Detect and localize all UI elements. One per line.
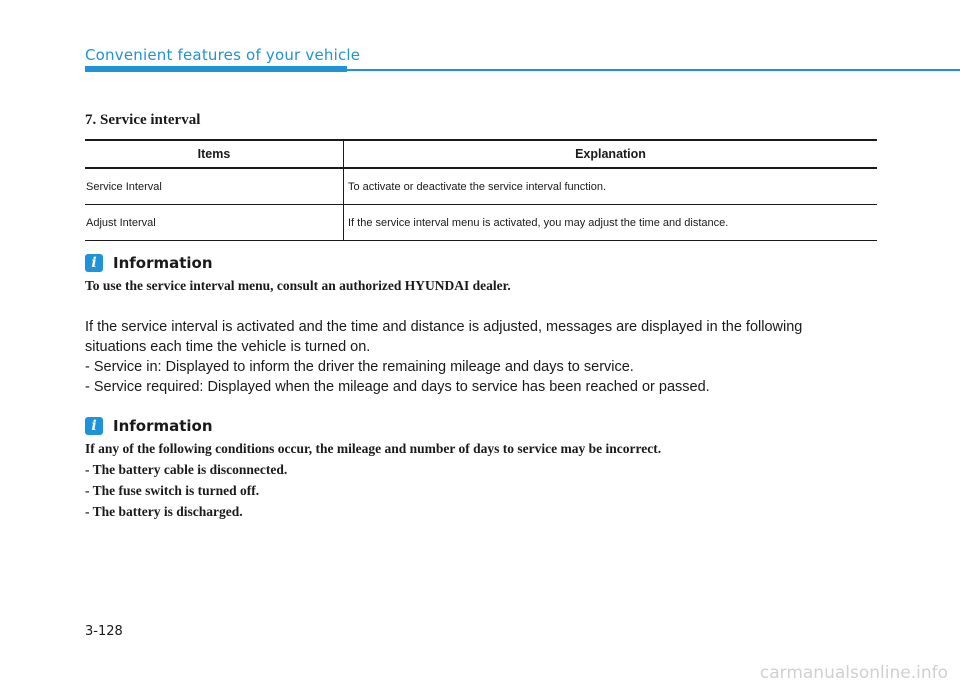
section-title: 7. Service interval [85, 112, 201, 128]
table-cell-explanation: To activate or deactivate the service interval function. [344, 168, 878, 205]
information-line: - The fuse switch is turned off. [85, 483, 260, 498]
section-header-title: Convenient features of your vehicle [85, 46, 361, 64]
body-line: - Service required: Displayed when the mileage and days to service has been reached or passed. [85, 379, 710, 395]
header-rule [347, 69, 960, 71]
table-cell-item: Adjust Interval [85, 205, 344, 241]
column-header-explanation: Explanation [344, 140, 878, 168]
info-icon: i [85, 254, 103, 272]
body-line: situations each time the vehicle is turned on. [85, 339, 371, 355]
header-accent-bar [85, 66, 347, 72]
information-label: Information [113, 254, 213, 272]
body-line: - Service in: Displayed to inform the driver the remaining mileage and days to service. [85, 359, 634, 375]
information-label: Information [113, 417, 213, 435]
column-header-items: Items [85, 140, 344, 168]
information-heading [85, 254, 213, 272]
table-cell-item: Service Interval [85, 168, 344, 205]
watermark: carmanualsonline.info [759, 663, 948, 683]
information-line: If any of the following conditions occur, the mileage and number of days to service may be incorrect. [85, 441, 662, 456]
table-row [85, 168, 877, 205]
body-line: If the service interval is activated and the time and distance is adjusted, messages are displayed in the following [85, 319, 803, 335]
information-line: - The battery is discharged. [85, 504, 243, 519]
information-text: To use the service interval menu, consult an authorized HYUNDAI dealer. [85, 278, 511, 293]
info-icon: i [85, 417, 103, 435]
service-interval-table [85, 139, 877, 241]
table-cell-explanation: If the service interval menu is activated, you may adjust the time and distance. [344, 205, 878, 241]
page-number: 3-128 [85, 624, 123, 639]
information-line: - The battery cable is disconnected. [85, 462, 288, 477]
information-heading [85, 417, 213, 435]
table-header-row [85, 140, 877, 168]
table-row [85, 205, 877, 241]
